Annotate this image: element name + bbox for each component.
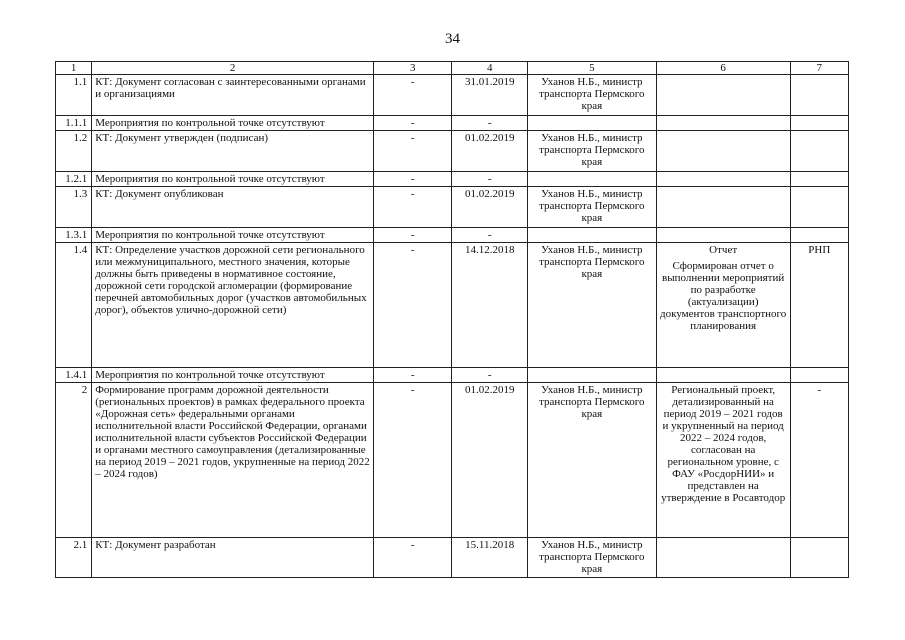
row-result [656, 383, 790, 538]
table-row [56, 116, 849, 131]
row-deadline: 01.02.2019 [452, 131, 527, 172]
row-number: 2 [56, 383, 92, 538]
row-column-3: - [373, 538, 451, 578]
row-number: 1.2.1 [56, 172, 92, 187]
row-deadline: 15.11.2018 [452, 538, 527, 578]
row-deadline: 01.02.2019 [452, 383, 527, 538]
row-description: КТ: Документ согласован с заинтересованными органами и организациями [92, 75, 374, 116]
row-column-7: РНП [790, 243, 848, 368]
row-description: Формирование программ дорожной деятельности (региональных проектов) в рамках федерального проекта «Дорожная сеть» федеральными органами исполнительной власти Российской Федерации, органами исполнительной власти субъектов Российской Федерации и органами местного самоуправления (детализированные на период 2019 – 2021 годов, укрупненные на период 2022 – 2024 годов) [92, 383, 374, 538]
row-result [656, 75, 790, 116]
row-result-title: Отчет [709, 244, 738, 256]
row-deadline: - [452, 368, 527, 383]
table-row [56, 131, 849, 172]
table-header-row [56, 62, 849, 75]
table-row [56, 538, 849, 578]
row-column-7 [790, 368, 848, 383]
row-deadline: - [452, 172, 527, 187]
row-description: КТ: Документ утвержден (подписан) [92, 131, 374, 172]
row-column-7 [790, 116, 848, 131]
row-deadline: 01.02.2019 [452, 187, 527, 228]
table-row [56, 228, 849, 243]
row-result [656, 172, 790, 187]
row-number: 2.1 [56, 538, 92, 578]
row-result [656, 116, 790, 131]
row-column-3: - [373, 172, 451, 187]
row-responsible: Уханов Н.Б., министр транспорта Пермского края [527, 131, 656, 172]
column-header: 6 [656, 62, 790, 75]
row-result [656, 187, 790, 228]
row-responsible [527, 116, 656, 131]
table-row [56, 243, 849, 368]
table-row [56, 368, 849, 383]
table-row [56, 172, 849, 187]
row-column-7: - [790, 383, 848, 538]
row-description: Мероприятия по контрольной точке отсутствуют [92, 368, 374, 383]
row-result-detail: Сформирован отчет о выполнении мероприятий по разработке (актуализации) документов транспортного планирования [660, 260, 787, 332]
column-header: 4 [452, 62, 527, 75]
row-column-7 [790, 228, 848, 243]
row-column-3: - [373, 243, 451, 368]
row-responsible [527, 228, 656, 243]
row-responsible [527, 172, 656, 187]
row-column-7 [790, 131, 848, 172]
row-number: 1.2 [56, 131, 92, 172]
row-result-title: Региональный проект, детализированный на период 2019 – 2021 годов и укрупненный на период 2022 – 2024 годов, согласован на региональном уровне, с ФАУ «РосдорНИИ» и представлен на утверждение в Росавтодор [661, 384, 786, 504]
column-header: 5 [527, 62, 656, 75]
row-deadline: 14.12.2018 [452, 243, 527, 368]
row-result [656, 538, 790, 578]
row-column-3: - [373, 368, 451, 383]
page-number: 34 [445, 31, 460, 47]
row-column-3: - [373, 383, 451, 538]
row-deadline: - [452, 116, 527, 131]
column-header: 2 [92, 62, 374, 75]
row-responsible: Уханов Н.Б., министр транспорта Пермского края [527, 187, 656, 228]
row-responsible: Уханов Н.Б., министр транспорта Пермского края [527, 243, 656, 368]
row-column-7 [790, 172, 848, 187]
row-description: Мероприятия по контрольной точке отсутствуют [92, 116, 374, 131]
column-header: 1 [56, 62, 92, 75]
row-responsible: Уханов Н.Б., министр транспорта Пермского края [527, 383, 656, 538]
row-responsible: Уханов Н.Б., министр транспорта Пермского края [527, 538, 656, 578]
row-responsible [527, 368, 656, 383]
table-row [56, 187, 849, 228]
row-result [656, 228, 790, 243]
row-number: 1.1.1 [56, 116, 92, 131]
row-result [656, 368, 790, 383]
row-number: 1.1 [56, 75, 92, 116]
row-column-3: - [373, 228, 451, 243]
row-result [656, 243, 790, 368]
plan-table [55, 61, 849, 578]
row-column-7 [790, 187, 848, 228]
column-header: 7 [790, 62, 848, 75]
row-number: 1.4.1 [56, 368, 92, 383]
row-description: КТ: Документ опубликован [92, 187, 374, 228]
row-column-3: - [373, 187, 451, 228]
column-header: 3 [373, 62, 451, 75]
row-column-7 [790, 75, 848, 116]
row-deadline: - [452, 228, 527, 243]
row-column-3: - [373, 75, 451, 116]
table-row [56, 383, 849, 538]
row-number: 1.3 [56, 187, 92, 228]
row-description: КТ: Определение участков дорожной сети регионального или межмуниципального, местного значения, которые должны быть приведены в нормативное состояние, дорожной сети городской агломерации (формирование перечней автомобильных дорог (участков автомобильных дорог), объектов улично-дорожной сети) [92, 243, 374, 368]
row-number: 1.3.1 [56, 228, 92, 243]
row-column-3: - [373, 131, 451, 172]
row-result [656, 131, 790, 172]
row-description: Мероприятия по контрольной точке отсутствуют [92, 228, 374, 243]
row-description: КТ: Документ разработан [92, 538, 374, 578]
row-column-3: - [373, 116, 451, 131]
table-row [56, 75, 849, 116]
row-number: 1.4 [56, 243, 92, 368]
row-description: Мероприятия по контрольной точке отсутствуют [92, 172, 374, 187]
row-responsible: Уханов Н.Б., министр транспорта Пермского края [527, 75, 656, 116]
row-column-7 [790, 538, 848, 578]
row-deadline: 31.01.2019 [452, 75, 527, 116]
